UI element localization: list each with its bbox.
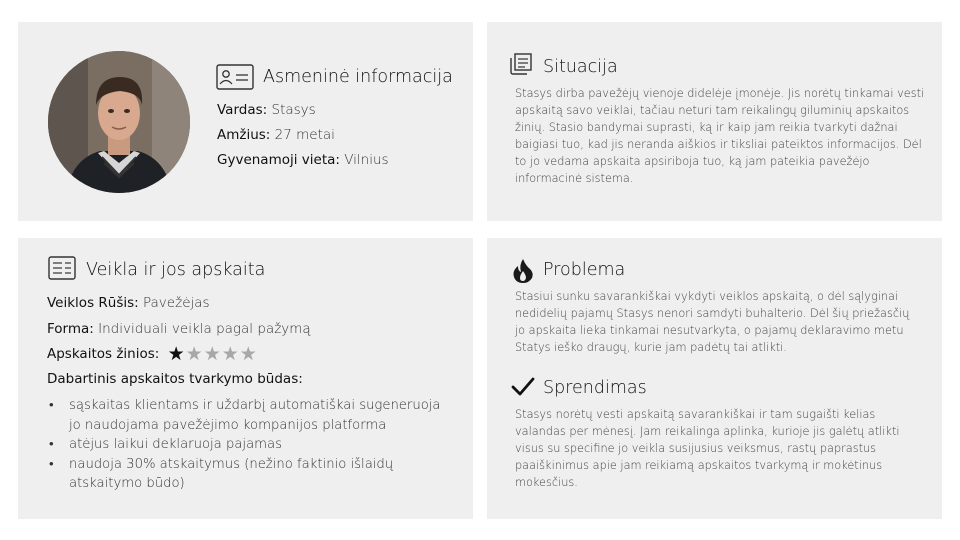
list-item: • atėjus laikui deklaruoja pajamas xyxy=(47,435,447,455)
avatar xyxy=(48,51,190,193)
activity-type-value: Pavežėjas xyxy=(143,295,210,311)
city-row xyxy=(217,152,389,168)
star-empty-icon: ★ xyxy=(185,343,204,365)
form-row xyxy=(47,321,311,337)
solution-text: Stasys norėtų vesti apskaitą savarankiškai ir tam sugaišti kelias valandas per mėnesį. Jam reikalinga aplinka, kurioje jis galėtų atlikti visus su specifine jo veikla susijusius veiksmus, rastų paprastus paaiškinimus apie jam reikiamą apskaitos tvarkymą ir mokėtinus mokesčius. xyxy=(515,408,900,489)
form-value: Individuali veikla pagal pažymą xyxy=(98,321,311,337)
list-item: • naudoja 30% atskaitymus (nežino faktinio išlaidų atskaitymo būdo) xyxy=(47,455,447,494)
activity-card xyxy=(18,238,473,519)
situation-title: Situacija xyxy=(543,57,618,77)
flame-icon xyxy=(512,258,534,288)
name-value: Stasys xyxy=(271,102,316,118)
city-value: Vilnius xyxy=(344,152,389,168)
current-method-list xyxy=(47,396,447,494)
age-label: Amžius: xyxy=(217,127,271,143)
form-label: Forma: xyxy=(47,321,94,337)
knowledge-label: Apskaitos žinios: xyxy=(47,346,160,362)
name-row xyxy=(217,102,316,118)
knowledge-row xyxy=(47,343,258,365)
ledger-icon xyxy=(48,256,76,286)
activity-type-row xyxy=(47,295,210,311)
star-empty-icon: ★ xyxy=(239,343,258,365)
situation-card xyxy=(487,22,942,221)
activity-type-label: Veiklos Rūšis: xyxy=(47,295,139,311)
age-value: 27 metai xyxy=(274,127,335,143)
checkmark-icon xyxy=(511,376,535,402)
city-label: Gyvenamoji vieta: xyxy=(217,152,340,168)
current-method-label xyxy=(47,371,303,387)
problem-text: Stasiui sunku savarankiškai vykdyti veiklos apskaitą, o dėl sąlyginai nedidelių pajamų Stasys nenori samdyti buhalterio. Dėl šių priežasčių jo apskaita lieka tinkamai nesutvarkyta, o pajamų deklaravimo metu Statys ieško draugų, kurie jam padėtų tai atlikti. xyxy=(515,290,910,354)
solution-title: Sprendimas xyxy=(543,378,647,398)
document-icon xyxy=(508,52,534,80)
problem-title: Problema xyxy=(543,260,626,280)
name-label: Vardas: xyxy=(217,102,268,118)
age-row xyxy=(217,127,335,143)
star-filled-icon: ★ xyxy=(167,343,186,365)
id-card-icon xyxy=(216,64,254,94)
current-method-title: Dabartinis apskaitos tvarkymo būdas: xyxy=(47,371,303,387)
knowledge-rating xyxy=(168,343,258,365)
personal-info-card xyxy=(18,22,473,221)
list-item: • sąskaitas klientams ir uždarbį automatiškai sugeneruoja jo naudojama pavežėjimo kompanijos platforma xyxy=(47,396,447,435)
activity-title: Veikla ir jos apskaita xyxy=(86,260,266,280)
star-empty-icon: ★ xyxy=(203,343,222,365)
personal-info-title: Asmeninė informacija xyxy=(263,67,453,87)
problem-solution-card xyxy=(487,238,942,519)
situation-text: Stasys dirba pavežėjų vienoje didelėje įmonėje. Jis norėtų tinkamai vesti apskaitą savo veiklai, tačiau neturi tam reikalingų giluminių apskaitos žinių. Stasio bandymai suprasti, ką ir kaip jam reikia tvarkyti dažnai baigiasi tuo, kad jis neranda aiškios ir tiksliai pateiktos informacijos. Dėl to jo vedama apskaita apsiriboja tuo, ką jam pateikia pavežėjo informacinė sistema. xyxy=(515,87,925,185)
star-empty-icon: ★ xyxy=(221,343,240,365)
